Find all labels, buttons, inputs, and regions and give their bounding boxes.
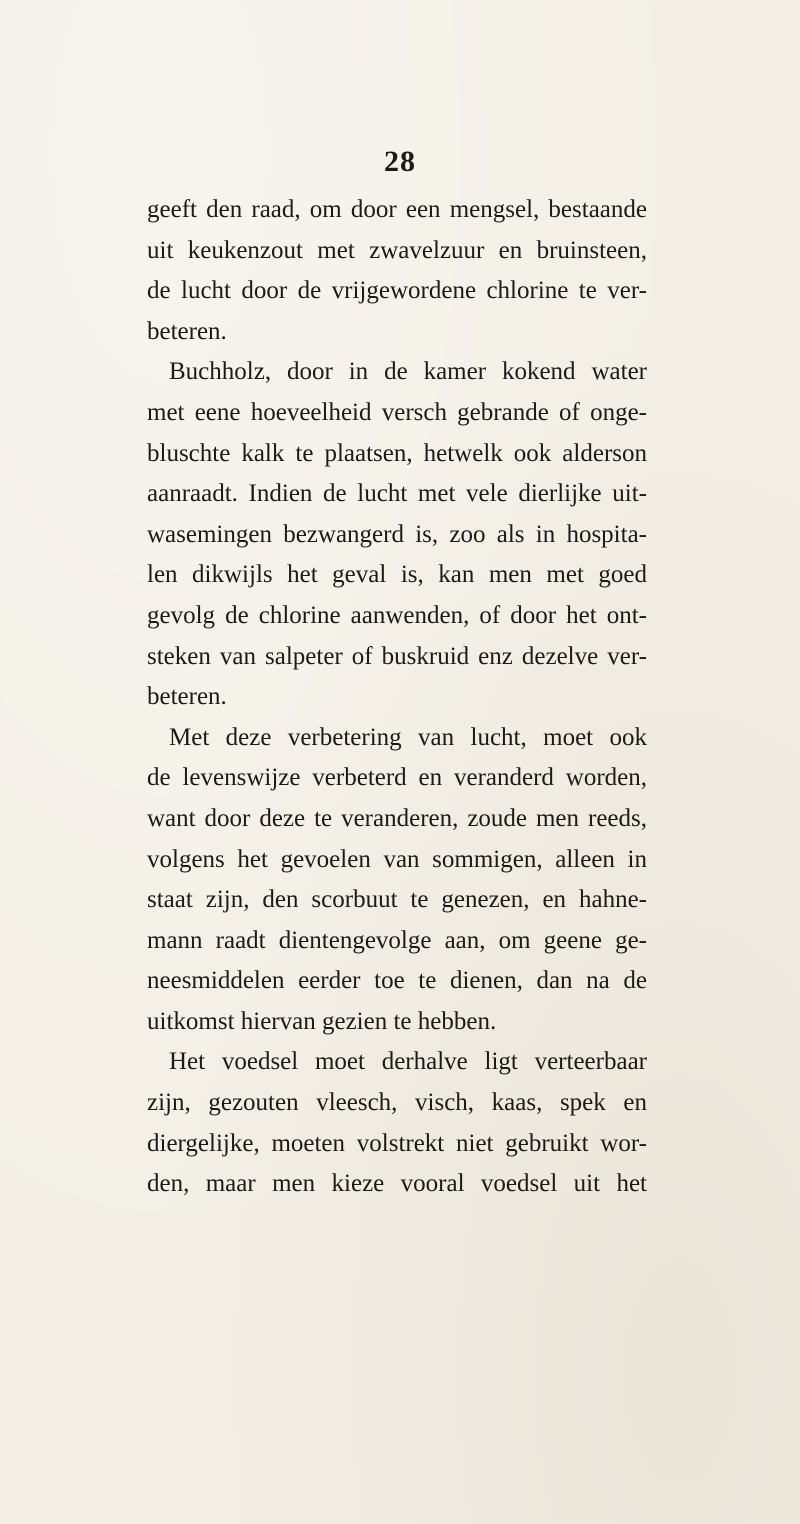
text-line: beteren. — [147, 683, 227, 711]
text-line: want door deze te veranderen, zoude men reeds, — [147, 804, 647, 832]
text-line: wasemingen bezwangerd is, zoo als in hospita- — [147, 520, 647, 548]
text-line: beteren. — [147, 317, 227, 345]
text-line: de levenswijze verbeterd en veranderd worden, — [147, 764, 647, 792]
text-line: Het voedsel moet derhalve ligt verteerbaar — [169, 1048, 647, 1076]
text-line: volgens het gevoelen van sommigen, alleen in — [147, 845, 647, 873]
text-line: steken van salpeter of buskruid enz dezelve ver- — [147, 642, 647, 670]
text-line-hahnemann: staat zijn, den scorbuut te genezen, en hahne- — [147, 886, 647, 914]
text-line: aanraadt. Indien de lucht met vele dierlijke uit- — [147, 480, 647, 508]
text-line-buchholz: Buchholz, door in de kamer kokend water — [169, 358, 647, 386]
text-line: geeft den raad, om door een mengsel, bestaande — [147, 196, 647, 223]
body-text — [147, 190, 647, 1205]
text-line: Met deze verbetering van lucht, moet ook — [169, 723, 647, 751]
text-line: de lucht door de vrijgewordene chlorine te ver- — [147, 277, 647, 305]
text-line-hahnemann-cont: mann raadt dientengevolge aan, om geene ge- — [147, 926, 647, 954]
text-line: uitkomst hiervan gezien te hebben. — [147, 1007, 497, 1035]
text-line: neesmiddelen eerder toe te dienen, dan na de — [147, 967, 647, 995]
page-number: 28 — [384, 145, 416, 178]
text-line: uit keukenzout met zwavelzuur en bruinsteen, — [147, 236, 647, 264]
text-line: zijn, gezouten vleesch, visch, kaas, spek en — [147, 1089, 647, 1117]
text-line: den, maar men kieze vooral voedsel uit het — [147, 1170, 647, 1198]
text-line: diergelijke, moeten volstrekt niet gebruikt wor- — [147, 1129, 647, 1157]
text-line-alderson: bluschte kalk te plaatsen, hetwelk ook alderson — [147, 439, 647, 467]
text-line: gevolg de chlorine aanwenden, of door het ont- — [147, 601, 647, 629]
text-line: len dikwijls het geval is, kan men met goed — [147, 561, 647, 589]
text-line: met eene hoeveelheid versch gebrande of onge- — [147, 398, 647, 426]
